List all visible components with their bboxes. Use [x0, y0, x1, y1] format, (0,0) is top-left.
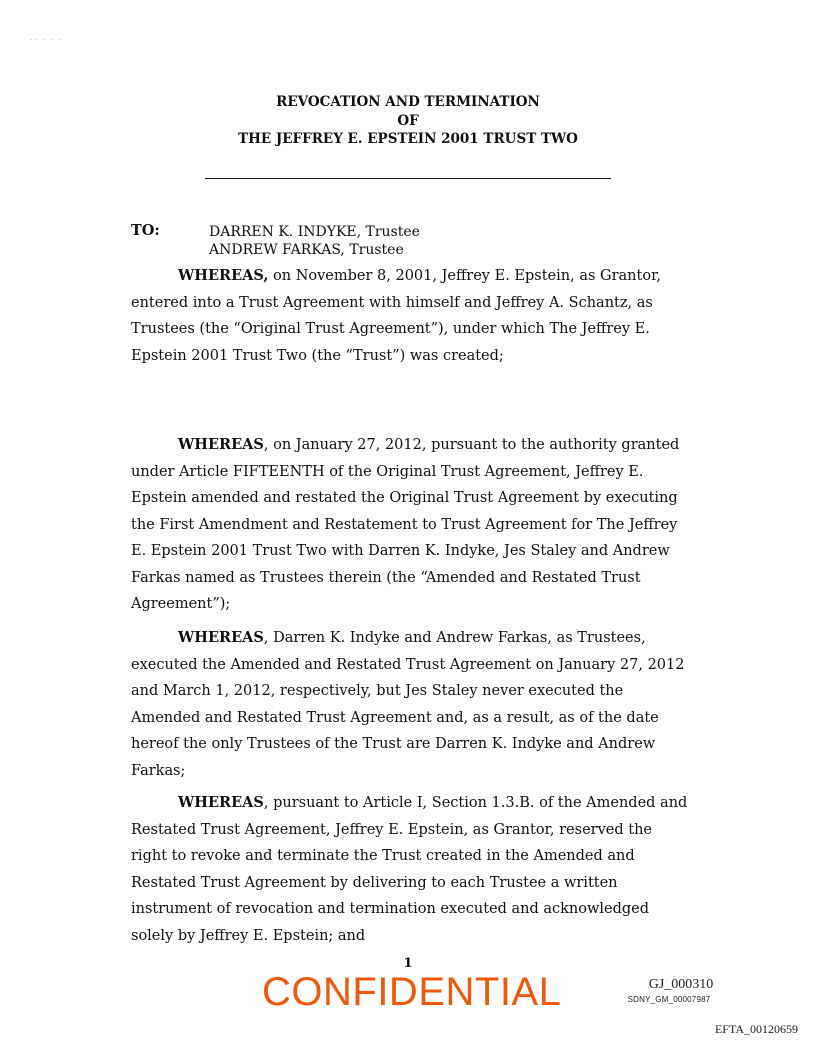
bates-number-sdny: SDNY_GM_00007987: [627, 995, 711, 1004]
bates-number-gj: GJ_000310: [648, 977, 714, 992]
confidential-stamp: CONFIDENTIAL: [262, 970, 562, 1014]
whereas-lead-1: WHEREAS,: [178, 267, 269, 284]
whereas-paragraph-1: [131, 263, 691, 369]
scan-artifact-mark: ·· · · ·: [30, 36, 64, 44]
whereas-text-2: , on January 27, 2012, pursuant to the authority granted under Article FIFTEENTH of the Original Trust Agreement, Jeffrey E. Epstein amended and restated the Original Trust Agreement by executing the First Amendment and Restatement to Trust Agreement for The Jeffrey E. Epstein 2001 Trust Two with Darren K. Indyke, Jes Staley and Andrew Farkas named as Trustees therein (the “Amended and Restated Trust Agreement”);: [131, 437, 680, 612]
whereas-lead-2: WHEREAS: [178, 436, 264, 453]
whereas-text-1: on November 8, 2001, Jeffrey E. Epstein, as Grantor, entered into a Trust Agreement with himself and Jeffrey A. Schantz, as Trustees (the “Original Trust Agreement”), under which The Jeffrey E. Epstein 2001 Trust Two (the “Trust”) was created;: [131, 268, 662, 364]
whereas-text-3: , Darren K. Indyke and Andrew Farkas, as Trustees, executed the Amended and Restated Trust Agreement on January 27, 2012 and March 1, 2012, respectively, but Jes Staley never executed the Amended and Restated Trust Agreement and, as a result, as of the date hereof the only Trustees of the Trust are Darren K. Indyke and Andrew Farkas;: [131, 630, 685, 779]
whereas-paragraph-3: [131, 625, 691, 784]
whereas-paragraph-2: [131, 432, 691, 618]
page-number: 1: [403, 956, 413, 971]
document-title-line-2: OF: [397, 113, 419, 129]
whereas-text-4: , pursuant to Article I, Section 1.3.B. of the Amended and Restated Trust Agreement, Jeffrey E. Epstein, as Grantor, reserved the right to revoke and terminate the Trust created in the Amended and Restated Trust Agreement by delivering to each Trustee a written instrument of revocation and termination executed and acknowledged solely by Jeffrey E. Epstein; and: [131, 795, 688, 944]
document-title-line-3: THE JEFFREY E. EPSTEIN 2001 TRUST TWO: [238, 131, 578, 147]
recipient-farkas: ANDREW FARKAS, Trustee: [209, 242, 404, 258]
to-label: TO:: [131, 222, 160, 239]
document-title-line-1: REVOCATION AND TERMINATION: [276, 94, 540, 110]
title-divider: [205, 178, 611, 179]
whereas-lead-4: WHEREAS: [178, 794, 264, 811]
whereas-lead-3: WHEREAS: [178, 629, 264, 646]
efta-number: EFTA_00120659: [714, 1022, 798, 1036]
whereas-paragraph-4: [131, 790, 691, 949]
recipient-indyke: DARREN K. INDYKE, Trustee: [209, 224, 420, 240]
